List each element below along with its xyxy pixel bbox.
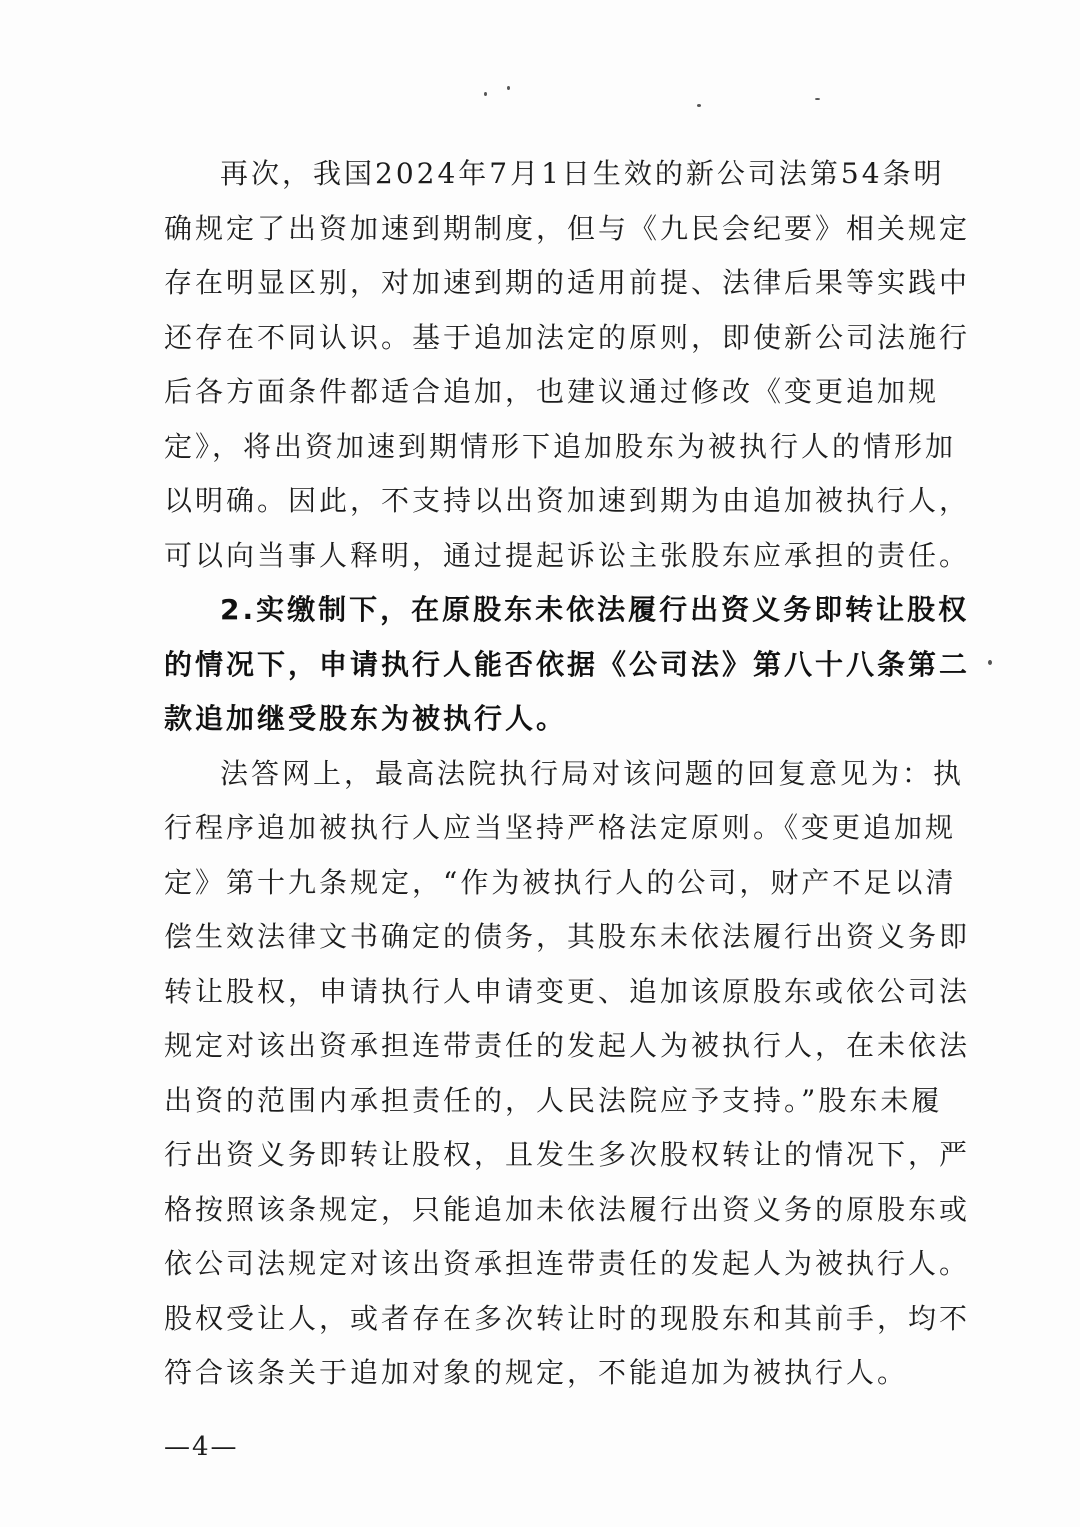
text-line: 法答网上，最高法院执行局对该问题的回复意见为：执: [220, 756, 965, 790]
text-line: 后各方面条件都适合追加，也建议通过修改《变更追加规: [164, 375, 940, 408]
text-line: 定》第十九条规定，“作为被执行人的公司，财产不足以清: [164, 865, 957, 899]
paragraph-3: [164, 747, 971, 1401]
scan-speck: [988, 660, 992, 665]
text-line: 行出资义务即转让股权，且发生多次股权转让的情况下，严: [164, 1138, 971, 1171]
paragraph-2-heading: [164, 583, 971, 747]
text-line: 偿生效法律文书确定的债务，其股东未依法履行出资义务即: [164, 920, 971, 953]
scan-speck: [507, 86, 510, 90]
scan-speck: [697, 104, 701, 107]
text-line: 2.实缴制下，在原股东未依法履行出资义务即转让股权: [220, 593, 970, 626]
paragraph-1: [164, 147, 971, 583]
scan-speck: [484, 92, 487, 96]
text-line: 转让股权，申请执行人申请变更、追加该原股东或依公司法: [164, 974, 971, 1008]
text-line: 存在明显区别，对加速到期的适用前提、法律后果等实践中: [164, 266, 971, 299]
text-line: 格按照该条规定，只能追加未依法履行出资义务的原股东或: [164, 1192, 971, 1226]
text-line: 规定对该出资承担连带责任的发起人为被执行人，在未依法: [164, 1029, 971, 1062]
text-line: 行程序追加被执行人应当坚持严格法定原则。《变更追加规: [164, 811, 957, 844]
body-text: [164, 147, 971, 1401]
text-line: 符合该条关于追加对象的规定，不能追加为被执行人。: [164, 1356, 909, 1389]
page-number: —4—: [164, 1432, 239, 1462]
text-line: 款追加继受股东为被执行人。: [164, 702, 568, 735]
text-line: 的情况下，申请执行人能否依据《公司法》第八十八条第二: [164, 647, 971, 681]
text-line: 以明确。因此，不支持以出资加速到期为由追加被执行人，: [164, 484, 971, 517]
text-line: 出资的范围内承担责任的，人民法院应予支持。”股东未履: [164, 1083, 943, 1117]
text-line: 还存在不同认识。基于追加法定的原则，即使新公司法施行: [164, 320, 971, 354]
text-line: 可以向当事人释明，通过提起诉讼主张股东应承担的责任。: [164, 538, 971, 572]
text-line: 再次，我国2024年7月1日生效的新公司法第54条明: [220, 157, 945, 190]
scan-speck: [815, 98, 820, 100]
text-line: 定》，将出资加速到期情形下追加股东为被执行人的情形加: [164, 429, 957, 463]
text-line: 确规定了出资加速到期制度，但与《九民会纪要》相关规定: [164, 211, 971, 245]
text-line: 股权受让人，或者存在多次转让时的现股东和其前手，均不: [164, 1301, 971, 1335]
text-line: 依公司法规定对该出资承担连带责任的发起人为被执行人。: [164, 1247, 971, 1280]
